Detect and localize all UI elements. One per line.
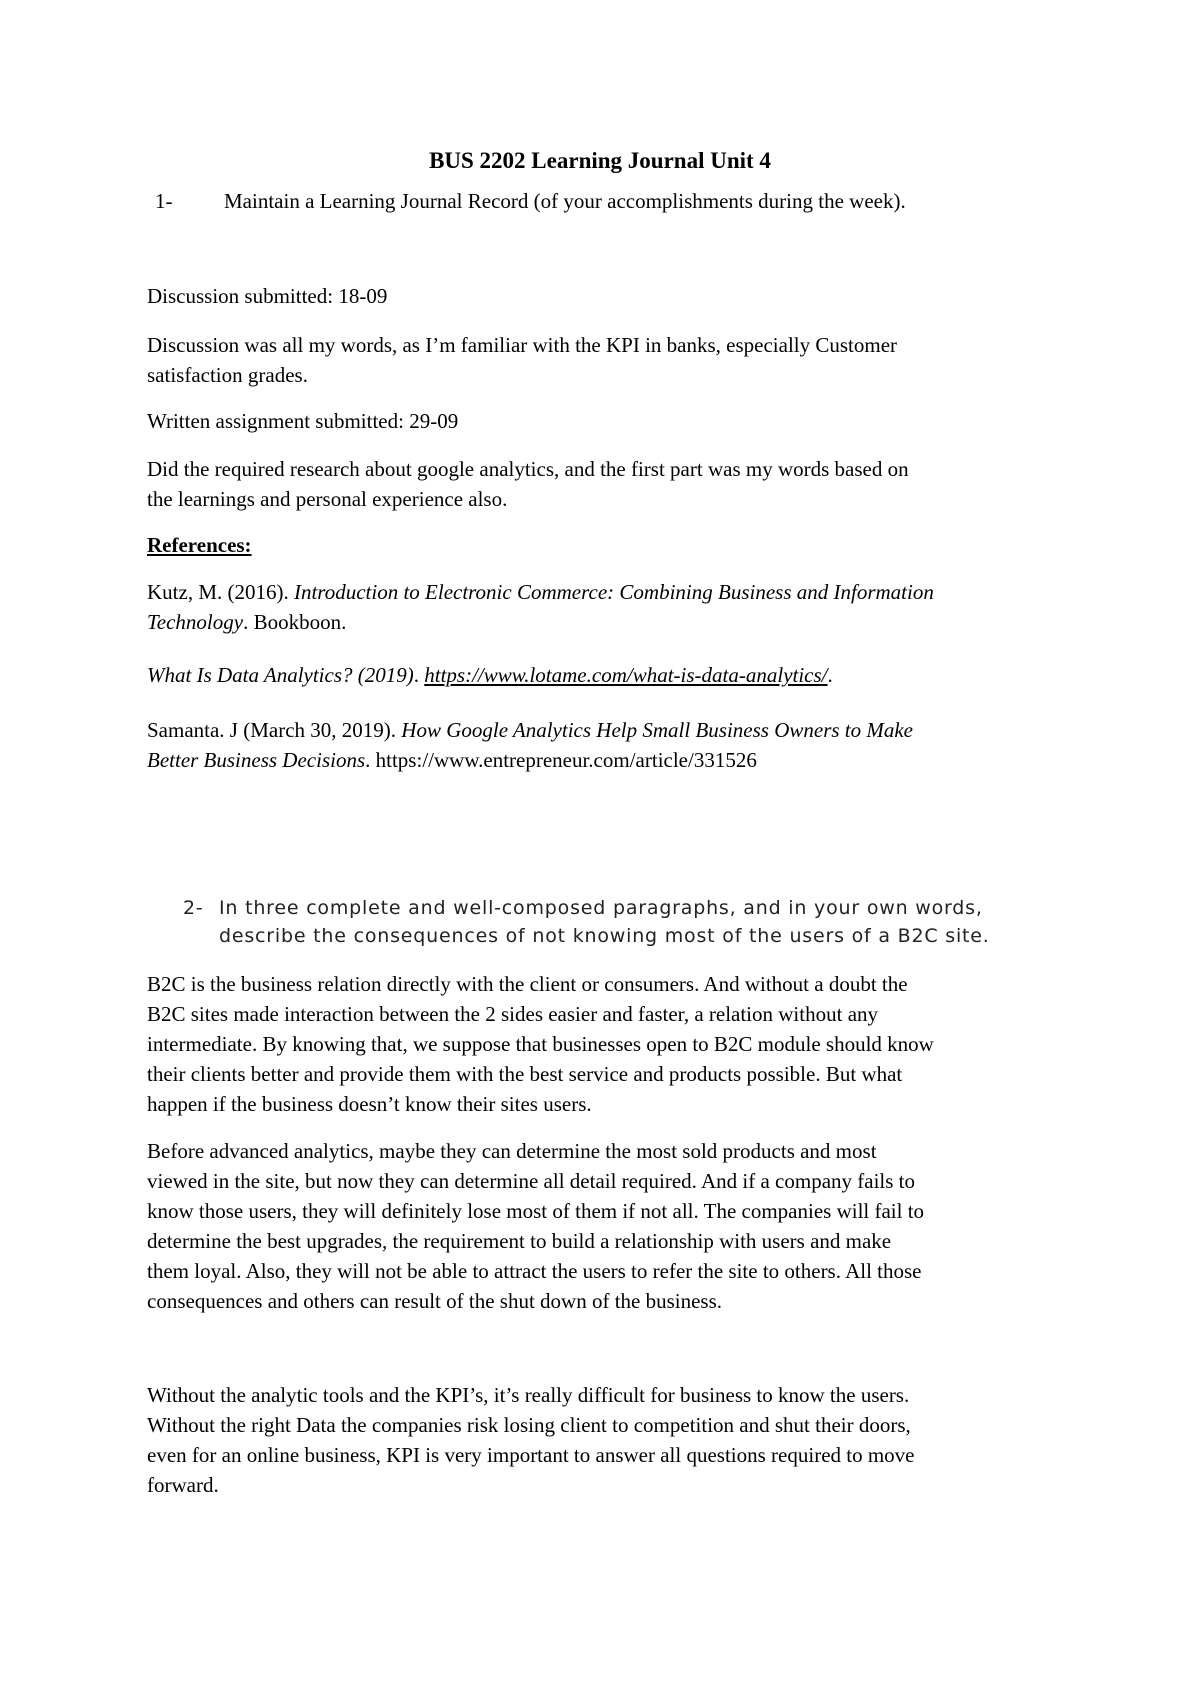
reference-1-prefix: Kutz, M. (2016). [147,580,294,604]
page-title: BUS 2202 Learning Journal Unit 4 [429,148,771,173]
discussion-note [147,330,1067,390]
item-1 [155,187,1055,217]
reference-2-title: What Is Data Analytics? (2019) [147,663,414,687]
research-note-line-2: the learnings and personal experience also. [147,487,508,511]
answer-p1-line: their clients better and provide them with the best service and products possible. But what [147,1062,903,1086]
discussion-note-line-1: Discussion was all my words, as I’m familiar with the KPI in banks, especially Customer [147,333,898,357]
answer-p1-line: intermediate. By knowing that, we suppose that businesses open to B2C module should know [147,1032,934,1056]
item-2-text [219,894,1079,950]
answer-paragraph-2 [147,1136,1067,1316]
answer-p2-line: Before advanced analytics, maybe they can determine the most sold products and most [147,1139,877,1163]
reference-3-prefix: Samanta. J (March 30, 2019). [147,718,402,742]
item-1-number: 1- [155,189,173,213]
reference-1-title-line-1: Introduction to Electronic Commerce: Combining Business and Information [293,580,934,604]
reference-1-suffix: . Bookboon. [243,610,347,634]
answer-p2-line: them loyal. Also, they will not be able to attract the users to refer the site to others. All those [147,1259,922,1283]
item-2 [183,894,1083,954]
reference-1 [147,577,1067,637]
item-2-line-1: In three complete and well-composed paragraphs, and in your own words, [219,897,983,919]
discussion-note-line-2: satisfaction grades. [147,363,308,387]
answer-p1-line: B2C is the business relation directly with the client or consumers. And without a doubt the [147,972,908,996]
answer-paragraph-3 [147,1380,1067,1500]
answer-p3-line: Without the analytic tools and the KPI’s, it’s really difficult for business to know the users. [147,1383,910,1407]
answer-p2-line: consequences and others can result of the shut down of the business. [147,1289,723,1313]
reference-2 [147,660,1067,690]
item-2-number: 2- [183,897,204,919]
item-2-line-2: describe the consequences of not knowing most of the users of a B2C site. [219,925,990,947]
research-note [147,454,1067,514]
research-note-line-1: Did the required research about google analytics, and the first part was my words based on [147,457,909,481]
item-1-text: Maintain a Learning Journal Record (of your accomplishments during the week). [224,189,906,213]
reference-1-title-line-2: Technology [147,610,244,634]
reference-2-end: . [827,663,833,687]
answer-p1-line: B2C sites made interaction between the 2 sides easier and faster, a relation without any [147,1002,879,1026]
answer-p2-line: viewed in the site, but now they can determine all detail required. And if a company fails to [147,1169,916,1193]
reference-3-title-line-1: How Google Analytics Help Small Business Owners to Make [401,718,914,742]
reference-3 [147,715,1067,775]
answer-p3-line: Without the right Data the companies risk losing client to competition and shut their doors, [147,1413,911,1437]
written-submitted: Written assignment submitted: 29-09 [147,409,459,433]
reference-2-link[interactable]: https://www.lotame.com/what-is-data-analytics/ [424,663,828,687]
discussion-submitted: Discussion submitted: 18-09 [147,284,388,308]
answer-p3-line: forward. [147,1473,219,1497]
reference-3-title-line-2: Better Business Decisions [147,748,366,772]
answer-p1-line: happen if the business doesn’t know their sites users. [147,1092,592,1116]
answer-paragraph-1 [147,969,1067,1119]
reference-3-suffix: . https://www.entrepreneur.com/article/331526 [365,748,757,772]
answer-p2-line: determine the best upgrades, the requirement to build a relationship with users and make [147,1229,892,1253]
answer-p2-line: know those users, they will definitely lose most of them if not all. The companies will fail to [147,1199,925,1223]
answer-p3-line: even for an online business, KPI is very important to answer all questions required to move [147,1443,915,1467]
references-heading: References: [147,533,252,557]
reference-2-sep: . [413,663,425,687]
